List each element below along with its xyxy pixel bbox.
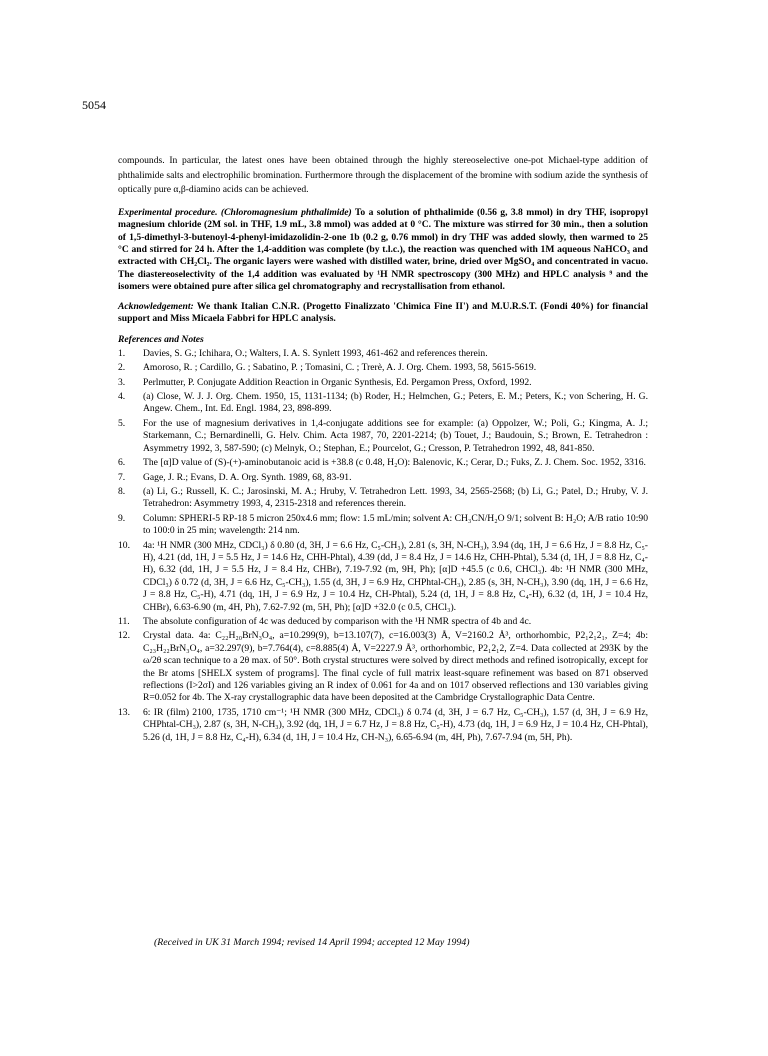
reference-text: (a) Li, G.; Russell, K. C.; Jarosinski, M. A.; Hruby, V. Tetrahedron Lett. 1993, 34, 2565-2568; (b) Li, G.; Patel, D.; Hruby, V. J. Tetrahedron: Asymmetry 1993, 4, 2315-2318 and references therein. bbox=[143, 485, 648, 510]
reference-item bbox=[118, 616, 648, 628]
reference-item bbox=[118, 486, 648, 511]
acknowledgement-paragraph bbox=[118, 301, 648, 326]
reference-text: For the use of magnesium derivatives in 1,4-conjugate additions see for example: (a) Oppolzer, W.; Poli, G.; Kingma, A. J.; Starkemann, C.; Bernardinelli, G. Helv. Chim. Acta 1987, 70, 2201-2214; (b) Touet, J.; Baudouin, S.; Brown, E. Tetrahedron : Asymmetry 1992, 3, 587-590; (c) Melnyk, O.; Stephan, E.; Pourcelot, G.; Cresson, P. Tetrahedron 1992, 48, 841-850. bbox=[143, 417, 648, 454]
reference-number: 2. bbox=[118, 362, 126, 374]
reference-text: (a) Close, W. J. J. Org. Chem. 1950, 15, 1131-1134; (b) Roder, H.; Helmchen, G.; Peters, E. M.; Peters, K.; von Schering, H. G. Angew. Chem., Int. Ed. Engl. 1984, 23, 898-899. bbox=[143, 391, 648, 415]
reference-text: 4a: ¹H NMR (300 MHz, CDCl₃) δ 0.80 (d, 3H, J = 6.6 Hz, C₅-CH₃), 2.81 (s, 3H, N-CH₃), 3.94 (dq, 1H, J = 6.6 Hz, J = 8.8 Hz, C₅-H), 4.21 (dd, 1H, J = 5.5 Hz, J = 14.6 Hz, CHH-Phtal), 4.39 (dd, J = 8.4 Hz, J = 14.6 Hz, CHH-Phtal), 5.34 (d, 1H, J = 8.8 Hz, C₄-H), 6.32 (dd, 1H, J = 5.5 Hz, J = 8.4 Hz, CHBr), 7.19-7.92 (m, 9H, Ph); [α]D +45.5 (c 0.6, CHCl₃). 4b: ¹H NMR (300 MHz, CDCl₃) δ 0.72 (d, 3H, J = 6.6 Hz, C₅-CH₃), 1.55 (d, 3H, J = 6.9 Hz, CHPhtal-CH₃), 2.85 (s, 3H, N-CH₃), 3.90 (dq, 1H, J = 6.6 Hz, J = 8.8 Hz, C₅-H), 4.71 (dq, 1H, J = 6.9 Hz, J = 10.4 Hz, CH-Phtal), 5.24 (d, 1H, J = 8.8 Hz, C₄-H), 6.32 (d, 1H, J = 10.4 Hz, CHBr), 6.63-6.90 (m, 4H, Ph), 7.62-7.92 (m, 5H, Ph); [α]D +32.0 (c 0.5, CHCl₃). bbox=[143, 539, 648, 613]
reference-text: The [α]D value of (S)-(+)-aminobutanoic acid is +38.8 (c 0.48, H₂O): Balenovic, K.; Cerar, D.; Fuks, Z. J. Chem. Soc. 1952, 3316. bbox=[143, 457, 646, 469]
reference-item bbox=[118, 513, 648, 538]
reference-number: 6. bbox=[118, 457, 126, 469]
reference-item bbox=[118, 540, 648, 614]
references-list bbox=[118, 348, 648, 744]
reference-item bbox=[118, 707, 648, 744]
references-heading: References and Notes bbox=[118, 334, 204, 346]
reference-number: 10. bbox=[118, 539, 130, 551]
reference-text: Perlmutter, P. Conjugate Addition Reaction in Organic Synthesis, Ed. Pergamon Press, Oxford, 1992. bbox=[143, 376, 532, 388]
reference-text: Column: SPHERI-5 RP-18 5 micron 250x4.6 mm; flow: 1.5 mL/min; solvent A: CH₃CN/H₂O 9/1; solvent B: H₂O; A/B ratio 10:90 to 100:0 in 25 min; wavelength: 214 nm. bbox=[143, 512, 648, 537]
reference-item bbox=[118, 472, 648, 484]
experimental-heading: Experimental procedure. (Chloromagnesium phthalimide) bbox=[118, 206, 352, 218]
reference-text: The absolute configuration of 4c was deduced by comparison with the ¹H NMR spectra of 4b and 4c. bbox=[143, 615, 532, 627]
reference-number: 5. bbox=[118, 417, 126, 429]
article-body bbox=[118, 154, 648, 746]
reference-text: Crystal data. 4a: C₂₂H₂₀BrN₃O₄, a=10.299(9), b=13.107(7), c=16.003(3) Å, V=2160.2 Å³, orthorhombic, P2₁2₁2₁, Z=4; 4b: C₂₃H₂₂BrN₃O₄, a=32.297(9), b=7.764(4), c=8.885(4) Å, V=2227.9 Å³, orthorhombic, P2₁2₁2, Z=4. Data collected at 293K by the ω/2θ scan technique to a 2θ max. of 50°. Both crystal structures were solved by direct methods and refined isotropically, except for the Br atoms [SHELX system of programs]. The final cycle of full matrix least-square refinement was based on 871 observed reflections (I>2σI) and 126 variables giving an R index of 0.061 for 4a and on 1017 observed reflections and 130 variables giving R=0.052 for 4b. The X-ray crystallographic data have been deposited at the Cambridge Crystallographic Data Centre. bbox=[143, 630, 648, 704]
reference-number: 7. bbox=[118, 471, 126, 483]
experimental-text: To a solution of phthalimide (0.56 g, 3.8 mmol) in dry THF, isopropyl magnesium chloride (2M sol. in THF, 1.9 mL, 3.8 mmol) was added at 0 °C. The mixture was stirred for 30 min., then a solution of 1,5-dimethyl-3-butenoyl-4-phenyl-imidazolidin-2-one 1b (0.2 g, 0.76 mmol) in dry THF was added slowly, then warmed to 25 °C and stirred for 24 h. After the 1,4-addition was complete (by t.l.c.), the reaction was quenched with 1M aqueous NaHCO₃ and extracted with CH₂Cl₂. The organic layers were washed with distilled water, brine, dried over MgSO₄ and concentrated in vacuo. The diastereoselectivity of the 1,4 addition was evaluated by ¹H NMR spectroscopy (300 MHz) and HPLC analysis ⁹ and the isomers were obtained pure after silica gel chromatography and recrystallisation from ethanol. bbox=[118, 206, 648, 293]
reference-number: 4. bbox=[118, 391, 126, 403]
reference-item bbox=[118, 630, 648, 704]
reference-number: 3. bbox=[118, 376, 126, 388]
reference-number: 1. bbox=[118, 347, 126, 359]
reference-item bbox=[118, 418, 648, 455]
acknowledgement-text: We thank Italian C.N.R. (Progetto Finalizzato 'Chimica Fine II') and M.U.R.S.T. (Fondi 40%) for financial support and Miss Micaela Fabbri for HPLC analysis. bbox=[118, 300, 648, 325]
page-number: 5054 bbox=[82, 98, 106, 112]
intro-paragraph: compounds. In particular, the latest ones have been obtained through the highly stereoselective one-pot Michael-type addition of phthalimide salts and electrophilic bromination. Furthermore through the displacement of the bromine with sodium azide the synthesis of optically pure α,β-diamino acids can be achieved. bbox=[118, 155, 648, 196]
acknowledgement-heading: Acknowledgement: bbox=[118, 300, 194, 312]
reference-item bbox=[118, 377, 648, 389]
reference-number: 8. bbox=[118, 485, 126, 497]
reference-item bbox=[118, 457, 648, 469]
reference-text: Amoroso, R. ; Cardillo, G. ; Sabatino, P. ; Tomasini, C. ; Trerè, A. J. Org. Chem. 1993, 58, 5615-5619. bbox=[143, 362, 537, 374]
reference-text: Davies, S. G.; Ichihara, O.; Walters, I. A. S. Synlett 1993, 461-462 and references therein. bbox=[143, 347, 488, 359]
reference-text: 6: IR (film) 2100, 1735, 1710 cm⁻¹; ¹H NMR (300 MHz, CDCl₃) δ 0.74 (d, 3H, J = 6.7 Hz, C₅-CH₃), 1.57 (d, 3H, J = 6.9 Hz, CHPhtal-CH₃), 2.87 (s, 3H, N-CH₃), 3.92 (dq, 1H, J = 6.7 Hz, J = 8.8 Hz, C₅-H), 4.73 (dq, 1H, J = 6.9 Hz, J = 10.4 Hz, CH-Phtal), 5.26 (d, 1H, J = 8.8 Hz, C₄-H), 6.34 (d, 1H, J = 10.4 Hz, CH-N₃), 6.65-6.94 (m, 4H, Ph), 7.67-7.94 (m, 5H, Ph). bbox=[143, 706, 648, 743]
reference-item bbox=[118, 362, 648, 374]
reference-number: 9. bbox=[118, 512, 126, 524]
received-dates: (Received in UK 31 March 1994; revised 14 April 1994; accepted 12 May 1994) bbox=[154, 937, 470, 948]
reference-number: 11. bbox=[118, 615, 130, 627]
reference-number: 12. bbox=[118, 630, 130, 642]
reference-number: 13. bbox=[118, 706, 130, 718]
reference-item bbox=[118, 391, 648, 416]
reference-text: Gage, J. R.; Evans, D. A. Org. Synth. 1989, 68, 83-91. bbox=[143, 471, 352, 483]
reference-item bbox=[118, 348, 648, 360]
experimental-paragraph bbox=[118, 207, 648, 294]
